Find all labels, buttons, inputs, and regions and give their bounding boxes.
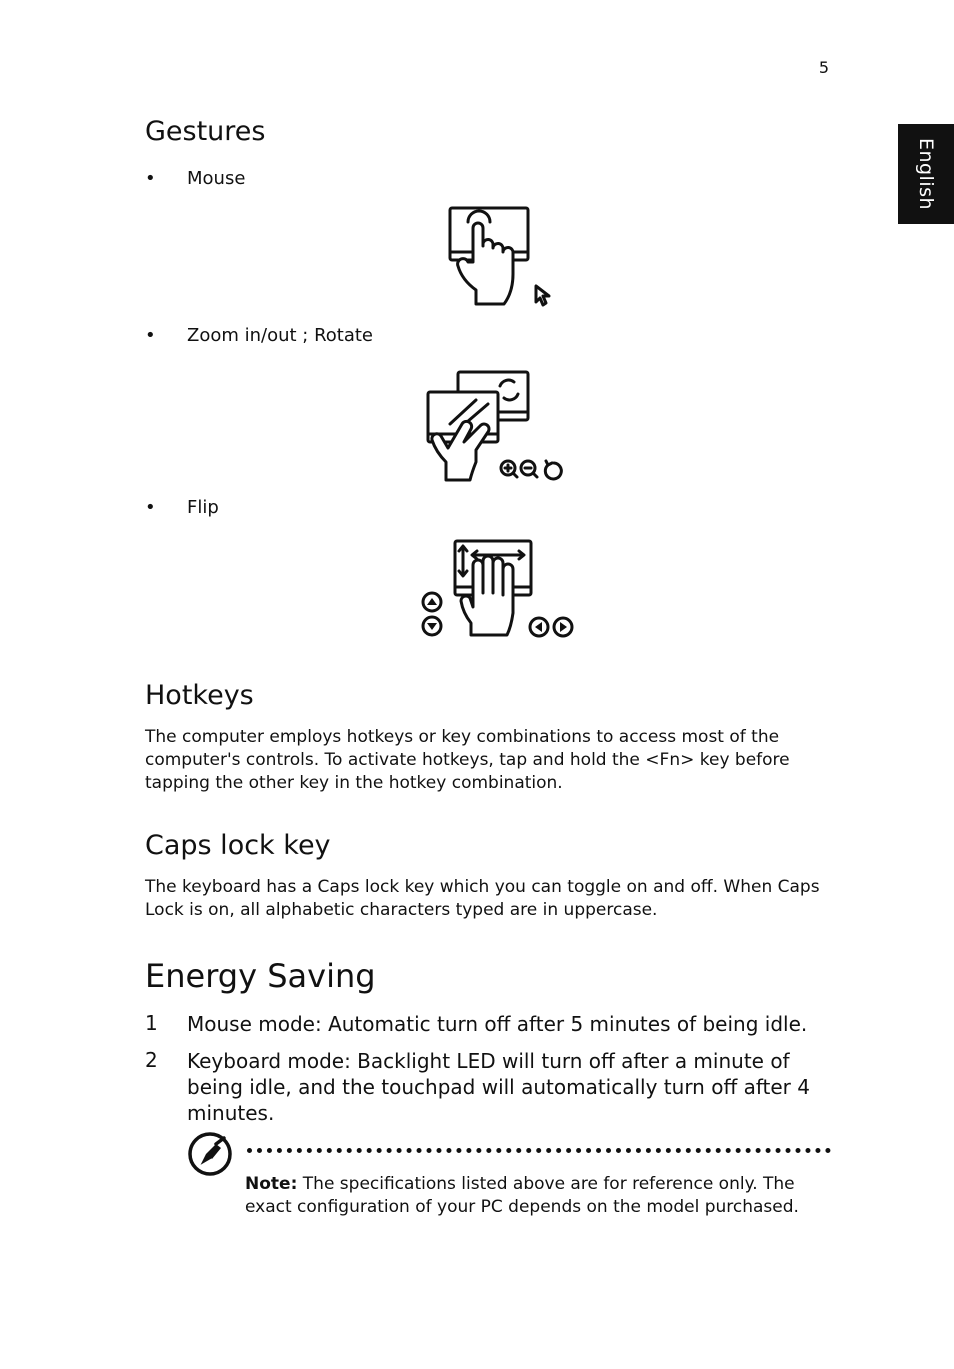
pointer-cursor-icon [536,286,549,305]
bullet-zoom: • [145,325,156,346]
hotkeys-line: tapping the other key in the hotkey combination. [145,773,563,793]
energy-item-line: Keyboard mode: Backlight LED will turn off after a minute of [187,1049,790,1073]
note-line: exact configuration of your PC depends on the model purchased. [245,1197,799,1217]
energy-item-number: 2 [145,1048,158,1072]
note-pen-icon [186,1130,236,1180]
gesture-zoom-label: Zoom in/out ; Rotate [187,325,374,346]
bullet-flip: • [145,497,156,518]
gestures-heading: Gestures [145,116,266,147]
caps-lock-line: The keyboard has a Caps lock key which you can toggle on and off. When Caps [145,877,820,897]
gesture-flip-label: Flip [187,497,219,518]
energy-item-line: Mouse mode: Automatic turn off after 5 minutes of being idle. [187,1012,808,1036]
note-line-text: The specifications listed above are for reference only. The [297,1174,795,1194]
bullet-mouse: • [145,168,156,189]
language-tab [898,124,954,224]
hotkeys-line: computer's controls. To activate hotkeys, tap and hold the <Fn> key before [145,750,790,770]
energy-item-line: being idle, and the touchpad will automatically turn off after 4 [187,1075,810,1099]
flip-gesture-icon [415,535,580,643]
note-label: Note: [245,1174,298,1194]
energy-item-mouse [187,1011,827,1037]
note-divider [247,1148,831,1153]
energy-saving-heading: Energy Saving [145,957,376,995]
pinch-rotate-gesture-icon [418,362,573,487]
caps-lock-paragraph [145,876,835,922]
hotkeys-line: The computer employs hotkeys or key combinations to access most of the [145,727,780,747]
language-tab-label: English [915,137,938,211]
hotkeys-heading: Hotkeys [145,680,254,711]
hotkeys-paragraph [145,726,835,795]
energy-item-line: minutes. [187,1101,275,1125]
gesture-mouse-label: Mouse [187,168,246,189]
tap-gesture-icon [440,200,565,312]
note-line [245,1173,835,1196]
page-number: 5 [818,58,829,77]
note-text [245,1173,835,1219]
energy-item-keyboard [187,1048,827,1126]
caps-lock-line: Lock is on, all alphabetic characters typed are in uppercase. [145,900,658,920]
caps-lock-heading: Caps lock key [145,830,331,861]
energy-item-number: 1 [145,1011,158,1035]
